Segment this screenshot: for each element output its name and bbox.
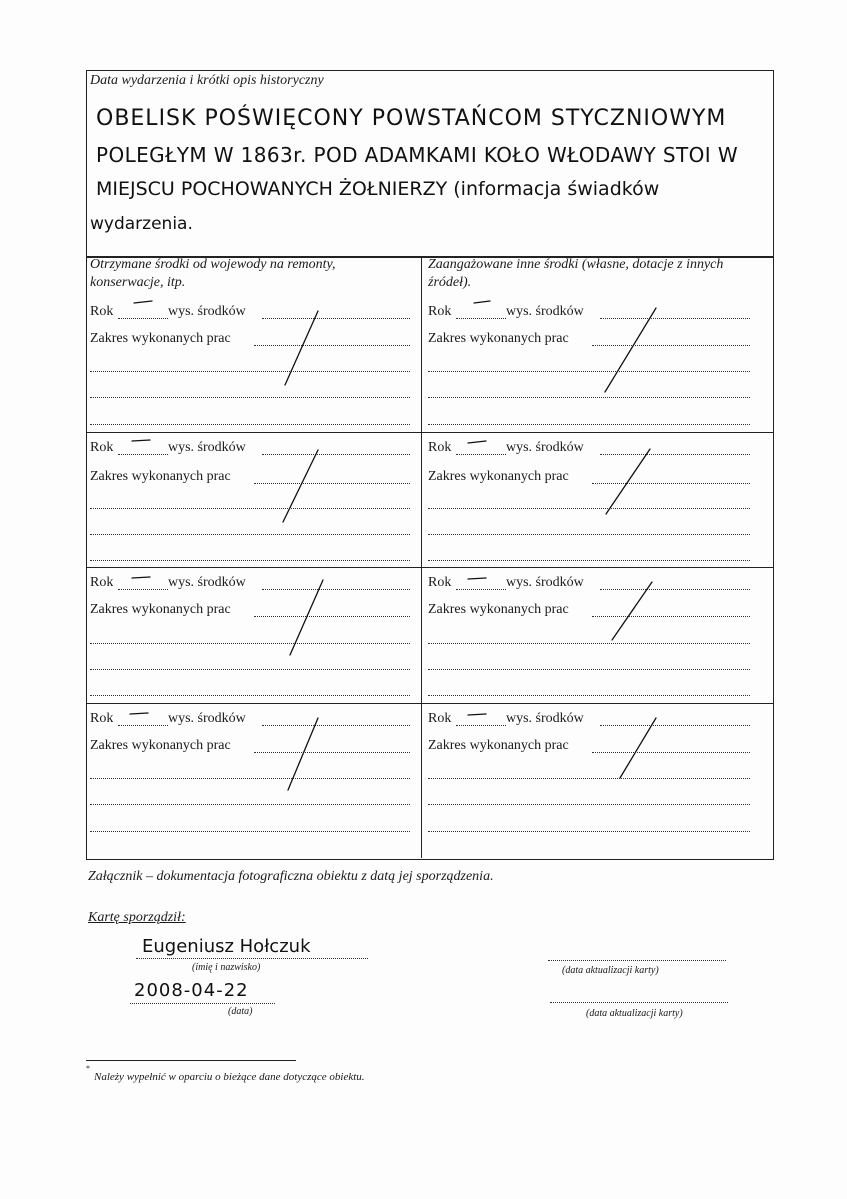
scope-label: Zakres wykonanych prac	[428, 602, 569, 617]
dash-mark	[468, 441, 486, 443]
dash-mark	[468, 578, 486, 579]
rok-label: Rok	[428, 575, 452, 590]
dash-mark	[474, 301, 490, 303]
update-field-2[interactable]	[550, 1002, 728, 1003]
funds-label: wys. środków	[168, 304, 246, 319]
rok-label: Rok	[428, 440, 452, 455]
rok-label: Rok	[428, 711, 452, 726]
slash-mark	[288, 718, 318, 790]
update-field-1[interactable]	[548, 960, 726, 961]
prepared-by-label: Kartę sporządził:	[88, 910, 186, 925]
footnote-rule	[86, 1060, 296, 1061]
date-field[interactable]	[130, 1003, 275, 1004]
dash-mark	[468, 714, 486, 715]
attachment-note: Załącznik – dokumentacja fotograficzna obiektu z datą jej sporządzenia.	[88, 869, 494, 884]
slash-mark	[285, 311, 318, 385]
left-column-title: Otrzymane środki od wojewody na remonty, konserwacje, itp.	[90, 257, 336, 290]
history-line-4: wydarzenia.	[90, 214, 193, 234]
rok-label: Rok	[90, 711, 114, 726]
funds-label: wys. środków	[168, 440, 246, 455]
scope-label: Zakres wykonanych prac	[428, 738, 569, 753]
slash-mark	[606, 449, 650, 514]
rok-label: Rok	[428, 304, 452, 319]
scope-label: Zakres wykonanych prac	[90, 738, 231, 753]
slash-mark	[612, 582, 652, 640]
history-label: Data wydarzenia i krótki opis historyczny	[90, 73, 324, 88]
slash-mark	[620, 718, 656, 778]
slash-mark	[605, 308, 656, 392]
prepared-date: 2008-04-22	[134, 980, 249, 1001]
preparer-name: Eugeniusz Hołczuk	[142, 936, 311, 957]
scope-label: Zakres wykonanych prac	[90, 469, 231, 484]
funds-label: wys. środków	[506, 575, 584, 590]
update-caption-1: (data aktualizacji karty)	[562, 965, 659, 976]
right-column-title: Zaangażowane inne środki (własne, dotacje z innych źródeł).	[428, 257, 724, 290]
history-line-2: POLEGŁYM W 1863r. POD ADAMKAMI KOŁO WŁODAWY STOI W	[96, 143, 739, 167]
scope-label: Zakres wykonanych prac	[90, 331, 231, 346]
scope-label: Zakres wykonanych prac	[428, 331, 569, 346]
rok-label: Rok	[90, 575, 114, 590]
funds-label: wys. środków	[168, 575, 246, 590]
funds-label: wys. środków	[506, 440, 584, 455]
name-caption: (imię i nazwisko)	[192, 962, 261, 973]
footnote-marker: *	[86, 1064, 90, 1073]
name-field[interactable]	[136, 958, 368, 959]
dash-mark	[130, 713, 148, 714]
rok-label: Rok	[90, 440, 114, 455]
funds-label: wys. środków	[506, 304, 584, 319]
rok-label: Rok	[90, 304, 114, 319]
history-line-3: MIEJSCU POCHOWANYCH ŻOŁNIERZY (informacja świadków	[96, 178, 660, 200]
history-line-1: OBELISK POŚWIĘCONY POWSTAŃCOM STYCZNIOWYM	[96, 106, 727, 131]
update-caption-2: (data aktualizacji karty)	[586, 1008, 683, 1019]
scope-label: Zakres wykonanych prac	[90, 602, 231, 617]
funds-label: wys. środków	[506, 711, 584, 726]
dash-mark	[132, 440, 150, 441]
dash-mark	[134, 301, 152, 303]
funds-label: wys. środków	[168, 711, 246, 726]
footnote-text: Należy wypełnić w oparciu o bieżące dane dotyczące obiektu.	[94, 1071, 365, 1083]
scope-label: Zakres wykonanych prac	[428, 469, 569, 484]
slash-mark	[283, 450, 318, 522]
slash-mark	[290, 580, 323, 655]
dash-mark	[132, 577, 150, 578]
date-caption: (data)	[228, 1006, 253, 1017]
